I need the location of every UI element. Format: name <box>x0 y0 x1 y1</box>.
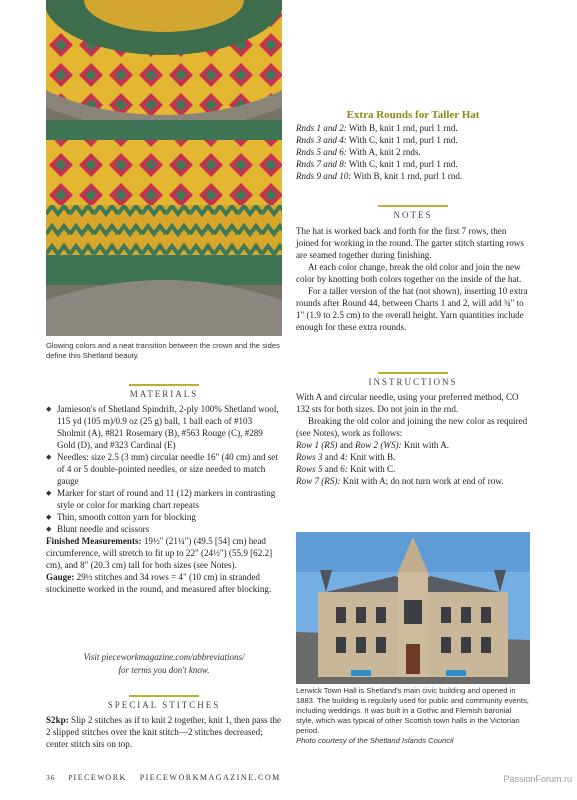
notes-paragraph: At each color change, break the old color and join the new color by knotting both colors together on the inside of the hat. <box>296 262 522 284</box>
materials-item: ◆ Needles: size 2.5 (3 mm) circular needle 16" (40 cm) and set of 4 or 5 double-pointed needles, or size needed to match gauge <box>46 451 282 487</box>
town-hall-caption-text: Lerwick Town Hall is Shetland's main civic building and opened in 1883. The building is regularly used for public and community events, including weddings. It was built in a Gothic and Flemish baronial style, which was typical of other Scottish town halls in the Victorian period. <box>296 686 529 735</box>
special-stitches-heading-text: SPECIAL STITCHES <box>107 700 221 710</box>
notes-heading-text: NOTES <box>393 210 433 220</box>
materials-item: ◆ Blunt needle and scissors <box>46 523 282 535</box>
materials-item: ◆ Marker for start of round and 11 (12) markers in contrasting style or color for marking chart repeats <box>46 487 282 511</box>
town-hall-caption <box>296 686 530 746</box>
finished-measurements: Finished Measurements: 19½" (21¼") (49.5 [54] cm) head circumference, will stretch to fit up to 22" (24½") (55.9 [62.2] cm), and 8" (20.3 cm) tall for both sizes (see Notes). <box>46 536 273 570</box>
page-number: 36 <box>46 773 56 782</box>
hat-photo-caption: Glowing colors and a neat transition between the crown and the sides define this Shetland beauty. <box>46 341 280 360</box>
photo-credit: Photo courtesy of the Shetland Islands Council <box>296 736 454 745</box>
notes-text <box>296 225 530 333</box>
notes-paragraph: The hat is worked back and forth for the first 7 rows, then joined for working in the round. The garter stitch starting rows are seamed together during finishing. <box>296 226 524 260</box>
special-stitches-rule <box>129 695 199 697</box>
extra-rounds-list <box>296 122 530 182</box>
notes-heading <box>296 205 530 220</box>
materials-item: ◆ Thin, smooth cotton yarn for blocking <box>46 511 282 523</box>
watermark: PassionForum.ru <box>503 774 572 784</box>
instructions-heading <box>296 372 530 387</box>
extra-round-row: Rnds 3 and 4: With C, knit 1 rnd, purl 1 rnd. <box>296 135 458 145</box>
instructions-intro2: Breaking the old color and joining the new color as required (see Notes), work as follows: <box>296 416 528 438</box>
extra-round-row: Rnds 7 and 8: With C, knit 1 rnd, purl 1 rnd. <box>296 159 458 169</box>
abbreviations-link[interactable]: Visit pieceworkmagazine.com/abbreviations/ <box>83 652 245 662</box>
materials-item: ◆ Jamieson's of Shetland Spindrift, 2-ply 100% Shetland wool, 115 yd (105 m)/0.9 oz (25 g) ball, 1 ball each of #103 Sholmit (A), #821 Rosemary (B), #563 Rouge (C), #289 Gold (D), and #323 Cardinal (E) <box>46 403 282 451</box>
instructions-heading-text: INSTRUCTIONS <box>368 377 458 387</box>
instructions-intro: With A and circular needle, using your preferred method, CO 132 sts for both sizes. Do not join in the rnd. <box>296 392 519 414</box>
hat-photo-image <box>46 0 282 336</box>
notes-rule <box>378 205 448 207</box>
page-footer <box>46 773 346 782</box>
instruction-row: Row 1 (RS) and Row 2 (WS): Knit with A. <box>296 440 450 450</box>
materials-heading <box>46 384 282 399</box>
instruction-row: Rows 3 and 4: Knit with B. <box>296 452 396 462</box>
magazine-name: PIECEWORK <box>68 773 127 782</box>
town-hall-image <box>296 532 530 684</box>
hat-photo <box>46 0 282 336</box>
magazine-site: PIECEWORKMAGAZINE.COM <box>139 773 281 782</box>
extra-round-row: Rnds 1 and 2: With B, knit 1 rnd, purl 1 rnd. <box>296 123 458 133</box>
special-stitches-heading <box>46 695 282 710</box>
special-stitches-text: S2kp: Slip 2 stitches as if to knit 2 together, knit 1, then pass the 2 slipped stitches over the knit stitch—2 stitches decreased; center stitch sits on top. <box>46 715 282 749</box>
notes-paragraph: For a taller version of the hat (not shown), inserting 10 extra rounds after Round 44, between Charts 1 and 2, will add ¾" to 1" (1.9 to 2.5 cm) to the overall height. Yarn quantities include enough for these extra rounds. <box>296 286 528 332</box>
abbreviations-line2: for terms you don't know. <box>118 665 210 675</box>
materials-heading-text: MATERIALS <box>129 389 199 399</box>
abbreviations-note <box>46 651 282 677</box>
gauge: Gauge: 29½ stitches and 34 rows = 4" (10 cm) in stranded stockinette worked in the round, and measured after blocking. <box>46 572 272 594</box>
extra-rounds-title: Extra Rounds for Taller Hat <box>346 109 480 121</box>
extra-round-row: Rnds 5 and 6: With A, knit 2 rnds. <box>296 147 421 157</box>
materials-rule <box>129 384 199 386</box>
extra-round-row: Rnds 9 and 10: With B, knit 1 rnd, purl 1 rnd. <box>296 171 463 181</box>
instructions-rule <box>378 372 448 374</box>
instruction-row: Rows 5 and 6: Knit with C. <box>296 464 396 474</box>
instruction-row: Row 7 (RS): Knit with A; do not turn work at end of row. <box>296 476 504 486</box>
instructions-text <box>296 391 530 487</box>
materials-list <box>46 403 282 595</box>
town-hall-photo <box>296 532 530 684</box>
